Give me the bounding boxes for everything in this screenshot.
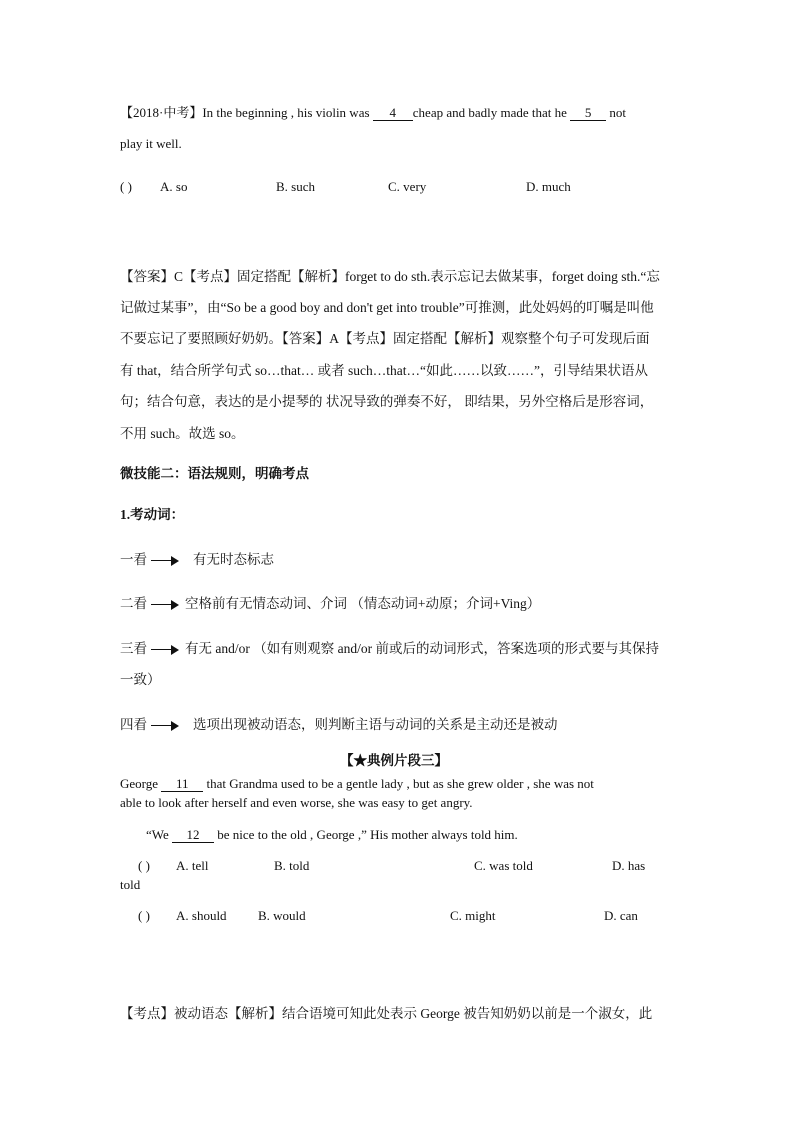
example-paragraph-line2: able to look after herself and even worse, she was easy to get angry. — [120, 795, 473, 810]
arrow-right-icon — [151, 556, 179, 566]
example-heading: 【★典例片段三】 — [340, 753, 448, 768]
step-1: 一看 有无时态标志 — [120, 552, 274, 567]
answer-line-5: 句；结合句意，表达的是小提琴的 状况导致的弹奏不好， 即结果，另外空格后是形容词， — [120, 394, 654, 409]
section-title: 微技能二：语法规则，明确考点 — [120, 466, 309, 481]
arrow-right-icon — [151, 600, 179, 610]
source-tag: 【2018·中考】 — [120, 105, 203, 120]
q11-option-d-cont: told — [120, 877, 141, 892]
option-a: A. so — [160, 179, 188, 194]
q11-option-d: D. has — [612, 858, 646, 873]
q12-paren: ( ) — [138, 908, 150, 923]
answer-line-2: 记做过某事”，由“So be a good boy and don't get into trouble”可推测，此处妈妈的叮嘱是叫他 — [120, 300, 654, 315]
example-paragraph-line1: George 11 that Grandma used to be a gentle lady , but as she grew older , she was not — [120, 776, 594, 791]
option-b: B. such — [276, 179, 315, 194]
question-2018-line1: 【2018·中考】In the beginning , his violin was 4 cheap and badly made that he 5 not — [120, 105, 627, 120]
answer-line-6: 不用 such。故选 so。 — [120, 426, 245, 441]
q11-option-c: C. was told — [474, 858, 533, 873]
section-subtitle: 1.考动词： — [120, 507, 185, 522]
q12-option-d: D. can — [604, 908, 638, 923]
step-4: 四看 选项出现被动语态，则判断主语与动词的关系是主动还是被动 — [120, 717, 558, 732]
q11-paren: ( ) — [138, 858, 150, 873]
example-quote: “We 12 be nice to the old , George ,” His mother always told him. — [146, 827, 518, 842]
option-d: D. much — [526, 179, 571, 194]
arrow-right-icon — [151, 721, 179, 731]
blank-5: 5 — [570, 106, 606, 121]
analysis-line: 【考点】被动语态【解析】结合语境可知此处表示 George 被告知奶奶以前是一个淑女，此 — [120, 1006, 653, 1021]
q12-option-b: B. would — [258, 908, 306, 923]
blank-12: 12 — [172, 828, 214, 843]
step-3: 三看 有无 and/or （如有则观察 and/or 前或后的动词形式，答案选项的形式要与其保持 — [120, 641, 659, 656]
option-c: C. very — [388, 179, 427, 194]
blank-11: 11 — [161, 777, 203, 792]
question-2018-line2: play it well. — [120, 136, 182, 151]
answer-line-1: 【答案】C【考点】固定搭配【解析】forget to do sth.表示忘记去做某事，forget doing sth.“忘 — [120, 269, 660, 284]
blank-4: 4 — [373, 106, 413, 121]
step-3-continued: 一致） — [120, 672, 161, 687]
q12-option-c: C. might — [450, 908, 496, 923]
arrow-right-icon — [151, 645, 179, 655]
q11-option-b: B. told — [274, 858, 310, 873]
q12-option-a: A. should — [176, 908, 227, 923]
q11-option-a: A. tell — [176, 858, 209, 873]
option-paren: ( ) — [120, 179, 132, 194]
answer-line-3: 不要忘记了要照顾好奶奶。【答案】A【考点】固定搭配【解析】观察整个句子可发现后面 — [120, 331, 650, 346]
step-2: 二看 空格前有无情态动词、介词 （情态动词+动原；介词+Ving） — [120, 596, 541, 611]
answer-line-4: 有 that，结合所学句式 so…that… 或者 such…that…“如此……以致……”，引导结果状语从 — [120, 363, 648, 378]
